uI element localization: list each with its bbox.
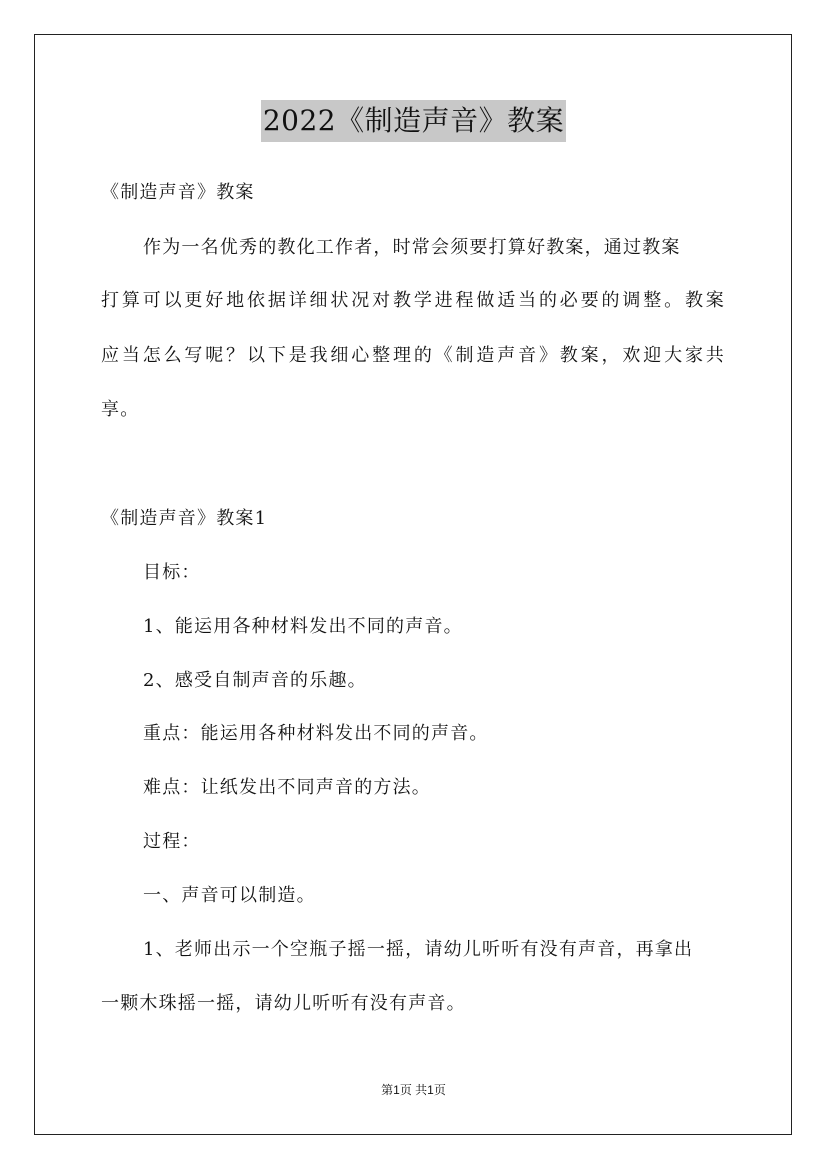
document-title: [0, 100, 827, 142]
intro-line-3: 应当怎么写呢？以下是我细心整理的《制造声音》教案，欢迎大家共: [101, 345, 725, 366]
paragraph-line-1: 1、老师出示一个空瓶子摇一摇，请幼儿听听有没有声音，再拿出: [143, 939, 694, 960]
item-step-one: 一、声音可以制造。: [143, 885, 316, 906]
item-goals-label: 目标：: [143, 562, 201, 583]
page-footer: 第1页 共1页: [381, 1083, 446, 1097]
intro-line-1: 作为一名优秀的教化工作者，时常会须要打算好教案，通过教案: [143, 237, 681, 258]
intro-line-2: 打算可以更好地依据详细状况对教学进程做适当的必要的调整。教案: [101, 290, 725, 311]
intro-line-4: 享。: [101, 399, 140, 420]
item-goal-2: 2、感受自制声音的乐趣。: [143, 670, 367, 691]
item-difficulty: 难点：让纸发出不同声音的方法。: [143, 777, 431, 798]
section-heading: 《制造声音》教案1: [101, 508, 268, 529]
item-goal-1: 1、能运用各种材料发出不同的声音。: [143, 616, 463, 637]
item-key-point: 重点：能运用各种材料发出不同的声音。: [143, 723, 489, 744]
item-process-label: 过程：: [143, 831, 201, 852]
document-title-text: 2022《制造声音》教案: [261, 100, 566, 142]
paragraph-line-2: 一颗木珠摇一摇，请幼儿听听有没有声音。: [101, 993, 466, 1014]
document-subtitle: 《制造声音》教案: [101, 182, 255, 203]
